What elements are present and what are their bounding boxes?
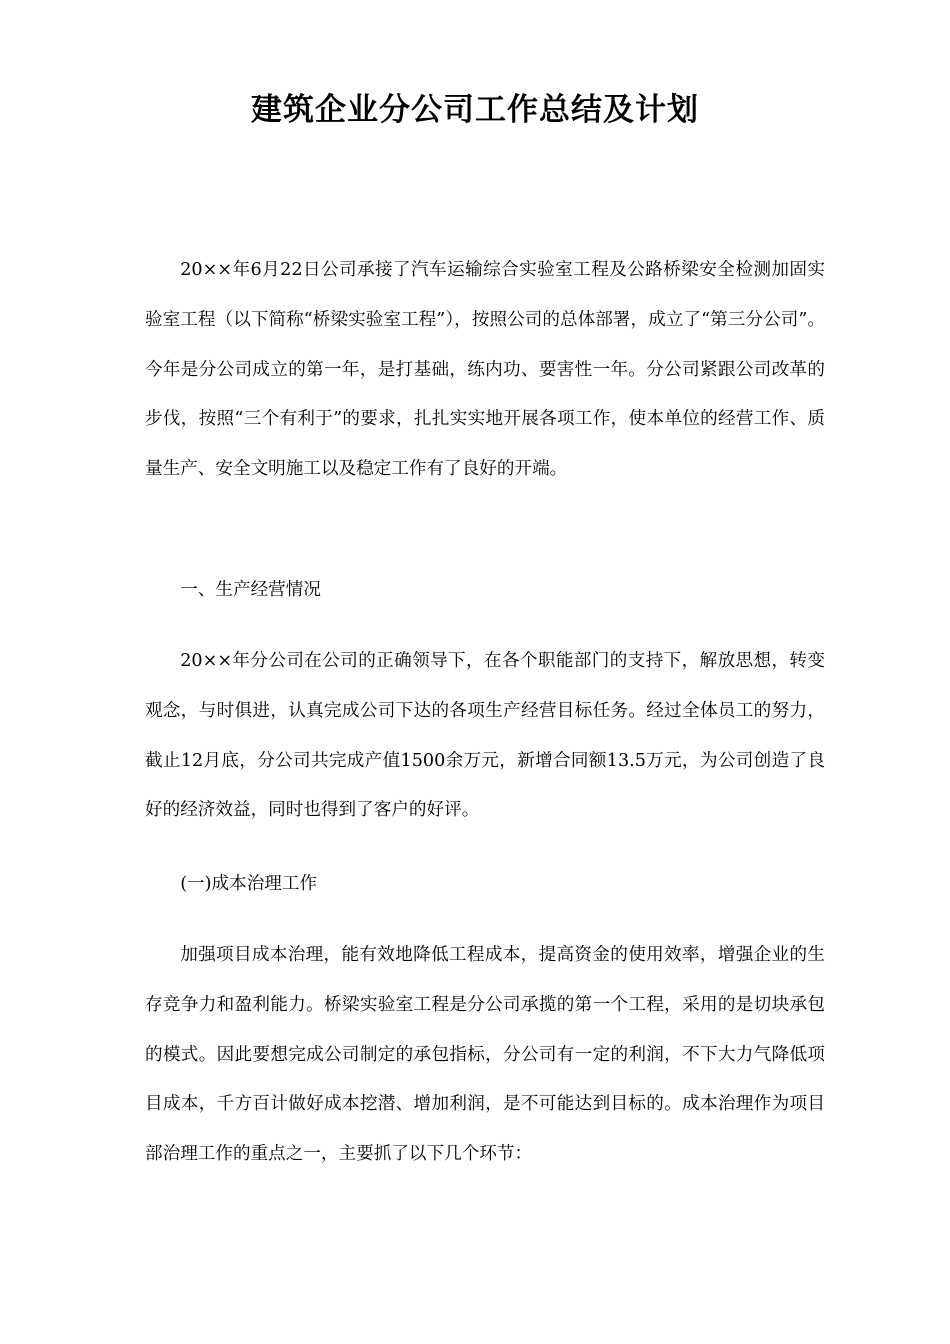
paragraph-cost <box>145 931 825 1180</box>
paragraph-production <box>145 637 825 836</box>
heading-text: 一、生产经营情况 <box>180 580 321 600</box>
paragraph-text: 加强项目成本治理，能有效地降低工程成本，提高资金的使用效率，增强企业的生存竞争力和盈利能力。桥梁实验室工程是分公司承揽的第一个工程，采用的是切块承包的模式。因此要想完成公司制定的承包指标，分公司有一定的利润，不下大力气降低项目成本，千方百计做好成本挖潜、增加利润，是不可能达到目标的。成本治理作为项目部治理工作的重点之一，主要抓了以下几个环节： <box>145 945 825 1165</box>
document-title: 建筑企业分公司工作总结及计划 <box>251 92 699 128</box>
paragraph-intro <box>145 246 825 495</box>
heading-text: (一)成本治理工作 <box>180 874 318 894</box>
paragraph-text: 20××年分公司在公司的正确领导下，在各个职能部门的支持下，解放思想，转变观念，与时俱进，认真完成公司下达的各项生产经营目标任务。经过全体员工的努力，截止12月底，分公司共完成产值1500余万元，新增合同额13.5万元，为公司创造了良好的经济效益，同时也得到了客户的好评。 <box>145 651 825 821</box>
paragraph-text: 20××年6月22日公司承接了汽车运输综合实验室工程及公路桥梁安全检测加固实验室工程（以下简称“桥梁实验室工程”），按照公司的总体部署，成立了“第三分公司”。今年是分公司成立的第一年，是打基础，练内功、要害性一年。分公司紧跟公司改革的步伐，按照“三个有利于”的要求，扎扎实实地开展各项工作，使本单位的经营工作、质量生产、安全文明施工以及稳定工作有了良好的开端。 <box>145 260 825 480</box>
section-heading-cost <box>145 860 825 910</box>
section-heading-production <box>145 566 825 616</box>
